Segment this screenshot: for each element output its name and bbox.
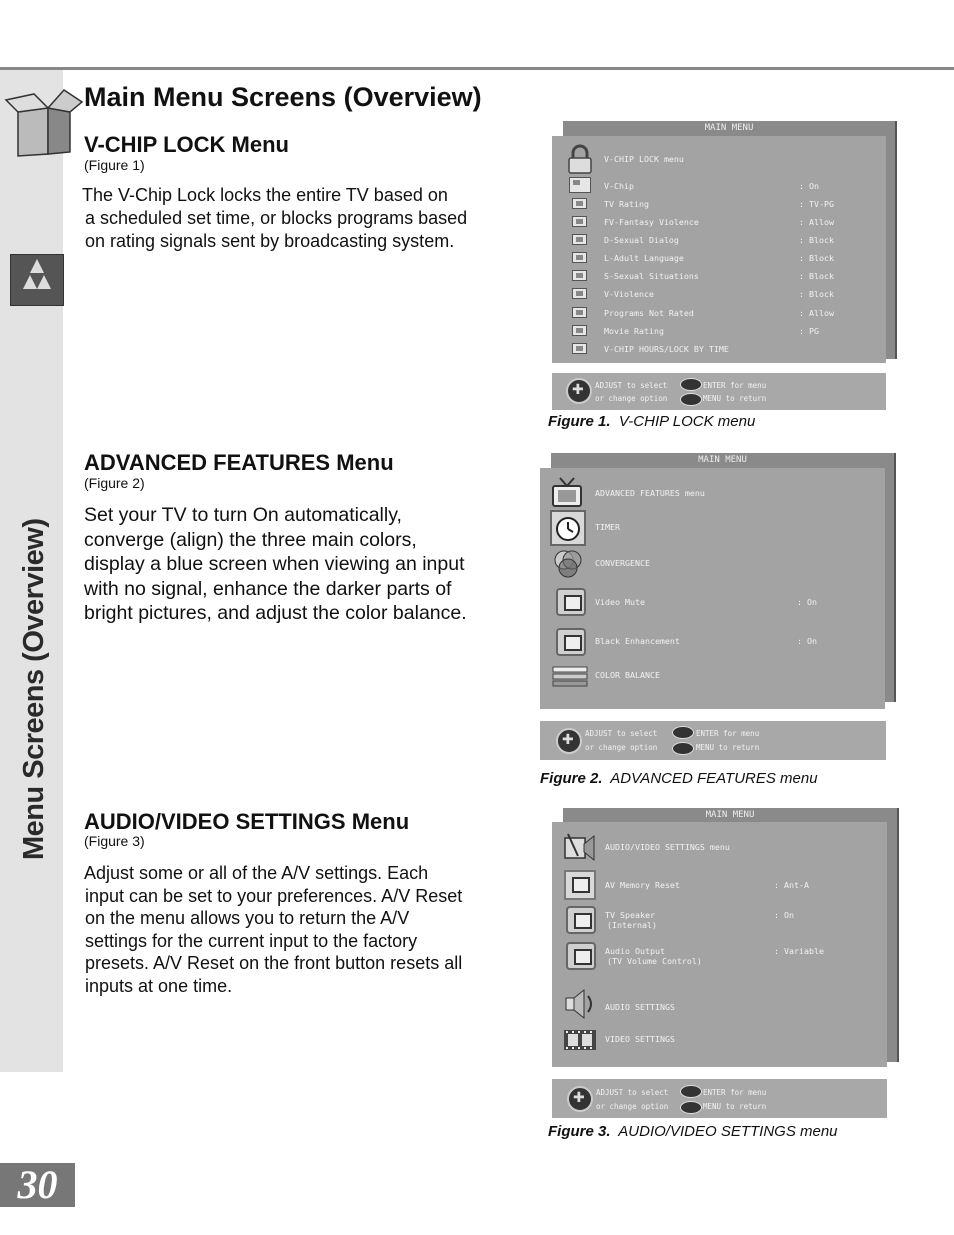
body-line: display a blue screen when viewing an input [84,553,465,575]
body-line: bright pictures, and adjust the color balance. [84,602,467,624]
menu-item-label[interactable]: S-Sexual Situations [604,271,699,281]
av-memory-reset-icon [564,870,596,900]
body-line: presets. A/V Reset on the front button resets all [85,953,463,974]
help-text: ADJUST to select [596,1088,669,1097]
body-line: settings for the current input to the factory [85,930,418,951]
help-text: ADJUST to select [595,381,668,390]
help-text: or change option [585,743,658,752]
figure-ref: (Figure 1) [84,157,145,173]
menu-item-label[interactable]: Audio Output [605,946,665,956]
caption-text: V-CHIP LOCK menu [618,413,756,430]
help-bar [540,721,886,760]
open-box-icon [4,82,84,160]
menu-item-tv-icon [572,325,587,336]
menu-item-tv-icon [572,198,587,209]
figure-caption [548,1123,838,1140]
help-text: or change option [596,1102,669,1111]
enter-button-icon [680,1085,702,1098]
menu-item-label[interactable]: V-Violence [604,289,654,299]
color-balance-icon [552,664,588,688]
menu-item-value: : Block [799,253,834,263]
page-number: 30 [0,1163,75,1207]
body-line: Adjust some or all of the A/V settings. Each [84,863,429,883]
menu-item-label[interactable]: D-Sexual Dialog [604,235,679,245]
menu-item-label[interactable]: CONVERGENCE [595,558,650,568]
menu-item-tv-icon [572,216,587,227]
menu-item-tv-icon [572,252,587,263]
body-line: a scheduled set time, or blocks programs based [85,208,468,228]
menu-item-tv-icon [572,288,587,299]
joystick-icon [556,728,582,754]
advanced-menu-panel [540,468,885,709]
film-strip-icon [562,1026,598,1054]
caption-label: Figure 1. [548,413,611,430]
enter-button-icon [672,726,694,739]
section-title-advanced: ADVANCED FEATURES Menu [84,450,394,475]
body-line: on rating signals sent by broadcasting system. [85,231,455,251]
menu-item-value: : On [797,597,817,607]
section-title-vchip: V-CHIP LOCK Menu [84,132,289,157]
menu-item-sublabel: (TV Volume Control) [607,956,702,966]
top-rule [0,67,954,70]
caption-label: Figure 2. [540,770,603,787]
section-title-av: AUDIO/VIDEO SETTINGS Menu [84,809,410,834]
menu-item-tv-icon [572,270,587,281]
menu-item-sublabel: (Internal) [607,920,657,930]
video-mute-icon [556,588,586,616]
body-line: with no signal, enhance the darker parts of [84,577,452,600]
help-text: MENU to return [703,394,767,403]
menu-item-value: : Block [799,271,834,281]
section-body [82,184,467,253]
menu-item-value: : On [799,181,819,191]
body-line: Set your TV to turn On automatically, [84,504,402,526]
joystick-icon [567,1086,593,1112]
menu-item-tv-icon [572,234,587,245]
screen-header: MAIN MENU [563,121,895,135]
help-text: MENU to return [696,743,760,752]
av-menu-panel [552,822,887,1067]
caption-label: Figure 3. [548,1123,611,1140]
menu-item-label[interactable]: TIMER [595,522,620,532]
timer-clock-icon [550,510,586,546]
menu-item-tv-icon [572,343,587,354]
menu-item-label[interactable]: Movie Rating [604,326,664,336]
screen-header: MAIN MENU [551,453,894,467]
menu-title: AUDIO/VIDEO SETTINGS menu [605,842,730,852]
audio-output-icon [566,942,596,970]
menu-item-label[interactable]: TV Rating [604,199,649,209]
menu-item-value: : Block [799,289,834,299]
enter-button-icon [680,378,702,391]
tv-speaker-icon [566,906,596,934]
menu-title: ADVANCED FEATURES menu [595,488,705,498]
body-line: converge (align) the three main colors, [84,528,417,551]
menu-item-label[interactable]: COLOR BALANCE [595,670,660,680]
menu-item-value: : Allow [799,308,834,318]
caption-text: AUDIO/VIDEO SETTINGS menu [618,1123,838,1140]
menu-item-label[interactable]: AUDIO SETTINGS [605,1002,675,1012]
menu-item-label[interactable]: V-Chip [604,181,634,191]
help-text: ENTER for menu [696,729,760,738]
page-title: Main Menu Screens (Overview) [84,82,482,112]
brand-logo-icon [10,254,64,306]
vchip-menu-panel [552,136,886,363]
help-text: ENTER for menu [703,381,767,390]
speaker-icon [562,988,598,1020]
screen-header: MAIN MENU [563,808,897,822]
help-text: or change option [595,394,668,403]
joystick-icon [566,378,592,404]
help-bar [552,373,886,410]
menu-item-value: : TV-PG [799,199,834,209]
menu-item-value: : On [774,910,794,920]
menu-item-value: : Ant-A [774,880,809,890]
black-enhancement-icon [556,628,586,656]
menu-item-label[interactable]: TV Speaker [605,910,655,920]
help-text: ENTER for menu [703,1088,767,1097]
menu-item-label[interactable]: L-Adult Language [604,253,684,263]
tv-antenna-icon [550,476,584,508]
menu-item-value: : Block [799,235,834,245]
side-tab-label: Menu Screens (Overview) [18,518,50,860]
menu-item-label[interactable]: AV Memory Reset [605,880,680,890]
section-body [84,503,467,626]
menu-item-value: : PG [799,326,819,336]
caption-text: ADVANCED FEATURES menu [610,770,818,787]
av-settings-icon [562,830,598,862]
figure-caption [540,770,818,787]
menu-item-value: : Variable [774,946,824,956]
menu-button-icon [680,393,702,406]
menu-item-tv-icon [572,307,587,318]
menu-item-value: : On [797,636,817,646]
body-line: on the menu allows you to return the A/V [85,908,410,929]
help-bar [552,1079,887,1118]
menu-item-value: : Allow [799,217,834,227]
help-text: MENU to return [703,1102,767,1111]
menu-item-label[interactable]: Black Enhancement [595,636,680,646]
figure-ref: (Figure 3) [84,833,145,849]
body-line: inputs at one time. [85,975,233,996]
menu-button-icon [680,1101,702,1114]
menu-item-label[interactable]: Video Mute [595,597,645,607]
figure-ref: (Figure 2) [84,475,145,491]
section-body [84,862,462,998]
menu-item-label[interactable]: FV-Fantasy Violence [604,217,699,227]
body-line: The V-Chip Lock locks the entire TV based on [82,185,448,205]
help-text: ADJUST to select [585,729,658,738]
menu-item-label[interactable]: Programs Not Rated [604,308,694,318]
menu-item-tv-icon [569,177,591,193]
figure-caption [548,413,755,430]
padlock-icon [566,144,594,174]
menu-item-label[interactable]: V-CHIP HOURS/LOCK BY TIME [604,344,729,354]
body-line: input can be set to your preferences. A/V Reset [85,885,463,906]
menu-title: V-CHIP LOCK menu [604,154,684,164]
convergence-icon [551,548,585,580]
menu-button-icon [672,742,694,755]
menu-item-label[interactable]: VIDEO SETTINGS [605,1034,675,1044]
